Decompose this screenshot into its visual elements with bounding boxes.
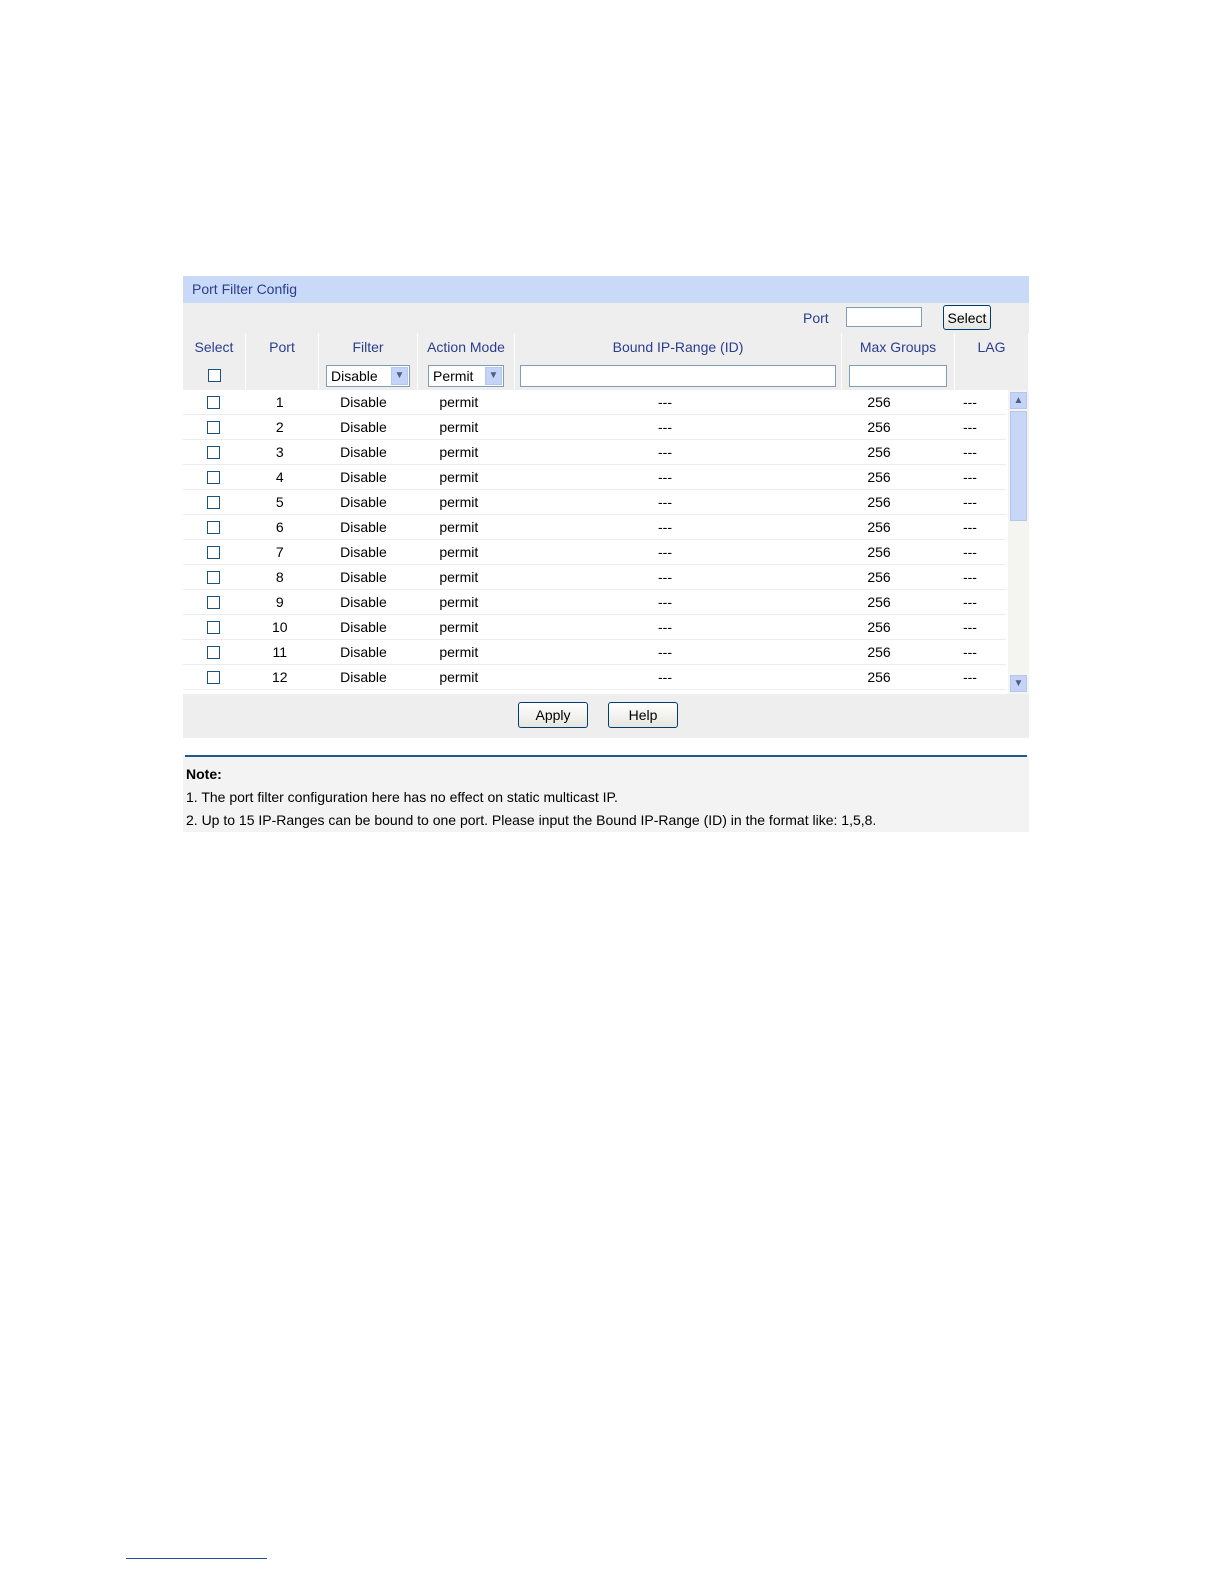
note-section bbox=[183, 755, 1029, 832]
row-select-checkbox[interactable] bbox=[207, 571, 220, 584]
action-mode-dropdown-value: Permit bbox=[433, 367, 474, 384]
row-select-checkbox[interactable] bbox=[207, 496, 220, 509]
table-row bbox=[183, 590, 1006, 615]
panel-title: Port Filter Config bbox=[183, 276, 1029, 303]
max-groups-cell: 256 bbox=[824, 665, 934, 690]
port-cell: 7 bbox=[244, 540, 315, 565]
table-row bbox=[183, 415, 1006, 440]
table-rows bbox=[183, 390, 1006, 690]
filter-cell: Disable bbox=[315, 640, 411, 665]
lag-cell: --- bbox=[934, 490, 1006, 515]
select-all-checkbox[interactable] bbox=[208, 369, 221, 382]
port-cell: 5 bbox=[244, 490, 315, 515]
select-button[interactable]: Select bbox=[943, 305, 991, 330]
filter-dropdown-value: Disable bbox=[331, 367, 378, 384]
bound-ip-range-cell: --- bbox=[506, 590, 824, 615]
row-select-checkbox[interactable] bbox=[207, 621, 220, 634]
lag-cell: --- bbox=[934, 465, 1006, 490]
lag-cell: --- bbox=[934, 390, 1006, 415]
arrow-down-icon[interactable]: ▼ bbox=[1010, 675, 1027, 692]
note-line-1: 1. The port filter configuration here has no effect on static multicast IP. bbox=[186, 789, 618, 805]
bound-ip-range-cell: --- bbox=[506, 490, 824, 515]
max-groups-cell: 256 bbox=[824, 490, 934, 515]
filter-cell: Disable bbox=[315, 490, 411, 515]
action-mode-cell: permit bbox=[412, 390, 506, 415]
column-header-select: Select bbox=[183, 333, 246, 361]
port-filter-config-panel bbox=[183, 276, 1029, 738]
table-row bbox=[183, 565, 1006, 590]
filter-cell: Disable bbox=[315, 465, 411, 490]
table-row bbox=[183, 440, 1006, 465]
column-header-lag: LAG bbox=[955, 333, 1029, 361]
action-mode-cell: permit bbox=[412, 665, 506, 690]
filter-dropdown[interactable] bbox=[326, 365, 410, 387]
action-mode-cell: permit bbox=[412, 615, 506, 640]
filter-cell: Disable bbox=[315, 540, 411, 565]
action-mode-cell: permit bbox=[412, 540, 506, 565]
table-row bbox=[183, 490, 1006, 515]
max-groups-cell: 256 bbox=[824, 565, 934, 590]
max-groups-cell: 256 bbox=[824, 390, 934, 415]
row-select-checkbox[interactable] bbox=[207, 421, 220, 434]
port-cell: 6 bbox=[244, 515, 315, 540]
bound-ip-range-cell: --- bbox=[506, 665, 824, 690]
column-header-action-mode: Action Mode bbox=[418, 333, 515, 361]
bound-ip-range-cell: --- bbox=[506, 390, 824, 415]
table-row bbox=[183, 615, 1006, 640]
max-groups-cell: 256 bbox=[824, 590, 934, 615]
action-mode-cell: permit bbox=[412, 565, 506, 590]
row-select-checkbox[interactable] bbox=[207, 396, 220, 409]
table-body[interactable] bbox=[183, 390, 1029, 694]
lag-cell: --- bbox=[934, 640, 1006, 665]
table-row bbox=[183, 665, 1006, 690]
action-mode-dropdown[interactable] bbox=[428, 365, 504, 387]
apply-button[interactable]: Apply bbox=[518, 702, 588, 728]
port-cell: 1 bbox=[244, 390, 315, 415]
filter-cell: Disable bbox=[315, 515, 411, 540]
filter-cell: Disable bbox=[315, 440, 411, 465]
note-title: Note: bbox=[186, 766, 222, 782]
port-cell: 10 bbox=[244, 615, 315, 640]
lag-cell: --- bbox=[934, 440, 1006, 465]
action-bar bbox=[183, 694, 1029, 738]
max-groups-cell: 256 bbox=[824, 615, 934, 640]
bulk-edit-row bbox=[183, 361, 1029, 390]
scrollbar-thumb[interactable] bbox=[1010, 411, 1027, 521]
bound-ip-range-cell: --- bbox=[506, 465, 824, 490]
port-cell: 12 bbox=[244, 665, 315, 690]
filter-cell: Disable bbox=[315, 665, 411, 690]
bound-ip-range-cell: --- bbox=[506, 615, 824, 640]
action-mode-cell: permit bbox=[412, 515, 506, 540]
port-cell: 3 bbox=[244, 440, 315, 465]
max-groups-cell: 256 bbox=[824, 540, 934, 565]
table-row bbox=[183, 640, 1006, 665]
vertical-scrollbar[interactable] bbox=[1008, 390, 1029, 694]
max-groups-cell: 256 bbox=[824, 515, 934, 540]
table-row bbox=[183, 390, 1006, 415]
lag-cell: --- bbox=[934, 565, 1006, 590]
bound-ip-range-cell: --- bbox=[506, 440, 824, 465]
lag-cell: --- bbox=[934, 415, 1006, 440]
action-mode-cell: permit bbox=[412, 415, 506, 440]
max-groups-cell: 256 bbox=[824, 640, 934, 665]
row-select-checkbox[interactable] bbox=[207, 671, 220, 684]
row-select-checkbox[interactable] bbox=[207, 596, 220, 609]
filter-cell: Disable bbox=[315, 390, 411, 415]
note-line-2: 2. Up to 15 IP-Ranges can be bound to one port. Please input the Bound IP-Range (ID) in the format like: 1,5,8. bbox=[186, 812, 877, 828]
row-select-checkbox[interactable] bbox=[207, 521, 220, 534]
column-header-port: Port bbox=[246, 333, 319, 361]
row-select-checkbox[interactable] bbox=[207, 446, 220, 459]
row-select-checkbox[interactable] bbox=[207, 546, 220, 559]
table-row bbox=[183, 465, 1006, 490]
table-row bbox=[183, 540, 1006, 565]
column-header-max-groups: Max Groups bbox=[842, 333, 955, 361]
table-header bbox=[183, 333, 1029, 361]
bound-ip-range-cell: --- bbox=[506, 415, 824, 440]
bound-ip-range-input[interactable] bbox=[520, 365, 836, 387]
port-input[interactable] bbox=[846, 307, 922, 327]
port-cell: 8 bbox=[244, 565, 315, 590]
bound-ip-range-cell: --- bbox=[506, 640, 824, 665]
max-groups-cell: 256 bbox=[824, 465, 934, 490]
max-groups-input[interactable] bbox=[849, 365, 947, 387]
bound-ip-range-cell: --- bbox=[506, 515, 824, 540]
port-cell: 11 bbox=[244, 640, 315, 665]
column-header-bound-ip-range: Bound IP-Range (ID) bbox=[515, 333, 842, 361]
action-mode-cell: permit bbox=[412, 590, 506, 615]
action-mode-cell: permit bbox=[412, 440, 506, 465]
filter-cell: Disable bbox=[315, 590, 411, 615]
column-header-filter: Filter bbox=[319, 333, 418, 361]
port-cell: 4 bbox=[244, 465, 315, 490]
help-button[interactable]: Help bbox=[608, 702, 678, 728]
bound-ip-range-cell: --- bbox=[506, 540, 824, 565]
lag-cell: --- bbox=[934, 665, 1006, 690]
port-table bbox=[183, 333, 1029, 738]
action-mode-cell: permit bbox=[412, 640, 506, 665]
port-select-bar bbox=[183, 303, 1029, 333]
chevron-down-icon: ▼ bbox=[391, 367, 408, 385]
filter-cell: Disable bbox=[315, 565, 411, 590]
lag-cell: --- bbox=[934, 540, 1006, 565]
filter-cell: Disable bbox=[315, 615, 411, 640]
lag-cell: --- bbox=[934, 590, 1006, 615]
bound-ip-range-cell: --- bbox=[506, 565, 824, 590]
chevron-down-icon: ▼ bbox=[485, 367, 502, 385]
port-cell: 2 bbox=[244, 415, 315, 440]
lag-cell: --- bbox=[934, 515, 1006, 540]
port-cell: 9 bbox=[244, 590, 315, 615]
footer-rule bbox=[126, 1558, 267, 1559]
table-row bbox=[183, 515, 1006, 540]
lag-cell: --- bbox=[934, 615, 1006, 640]
max-groups-cell: 256 bbox=[824, 415, 934, 440]
action-mode-cell: permit bbox=[412, 465, 506, 490]
filter-cell: Disable bbox=[315, 415, 411, 440]
action-mode-cell: permit bbox=[412, 490, 506, 515]
row-select-checkbox[interactable] bbox=[207, 646, 220, 659]
note-divider bbox=[185, 755, 1027, 757]
arrow-up-icon[interactable]: ▲ bbox=[1010, 392, 1027, 409]
row-select-checkbox[interactable] bbox=[207, 471, 220, 484]
max-groups-cell: 256 bbox=[824, 440, 934, 465]
port-label: Port bbox=[803, 310, 829, 326]
